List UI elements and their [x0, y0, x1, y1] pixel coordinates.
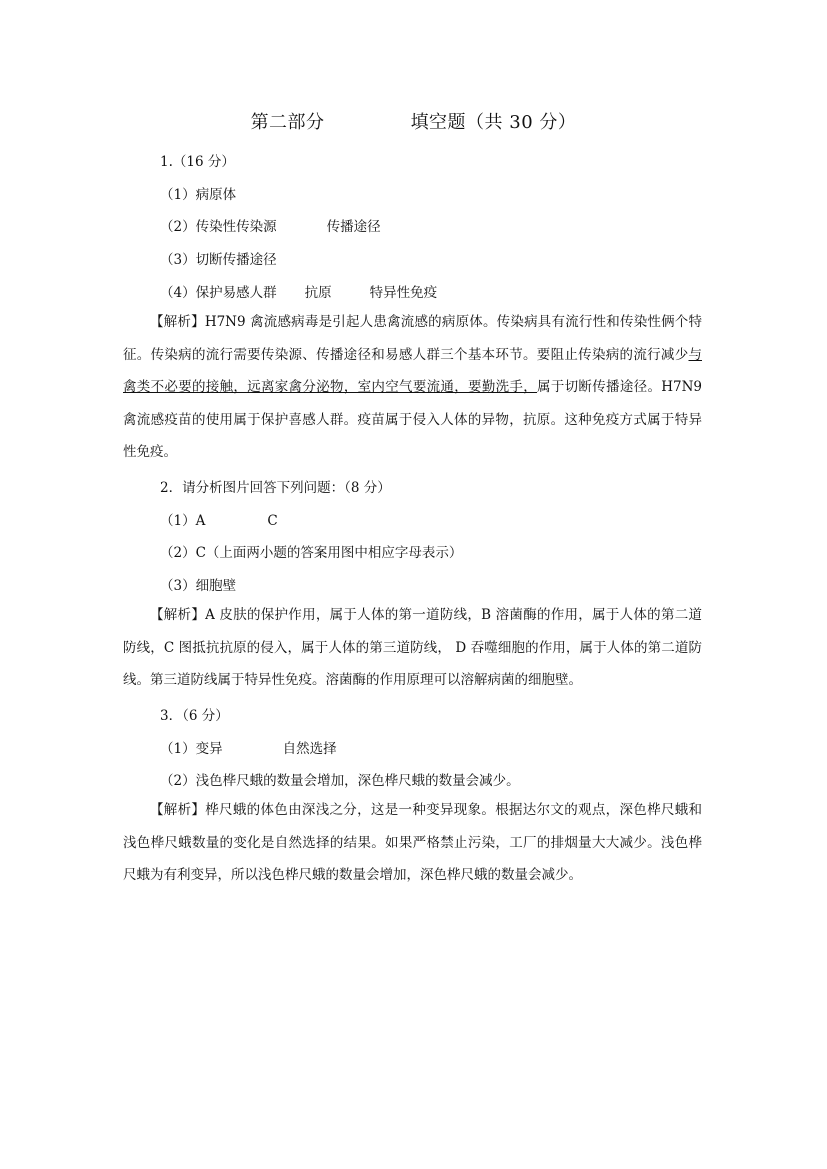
q1-analysis-text: H7N9 禽流感病毒是引起人患禽流感的病原体。传染病具有流行性和传染性俩个特征。传染病的流行需要传染源、传播途径和易感人群三个基本环节。要阻止传染病的流行减少 — [123, 314, 702, 363]
q1-answer-1: （1）病原体 — [160, 187, 237, 203]
q1-analysis-underlined: 与禽类不必要的接触，远离家禽分泌物，室内空气要流通，要勤洗手， — [123, 346, 702, 396]
q1-answer-2-label: （2）传染性传染源 — [160, 219, 277, 235]
q2-heading: 2．请分析图片回答下列问题：（8 分） — [160, 480, 391, 496]
q2-analysis-tag: 【解析】 — [150, 607, 206, 623]
title-part: 第二部分 — [250, 112, 325, 133]
q2-answer-2: （2）C（上面两小题的答案用图中相应字母表示） — [160, 545, 463, 561]
q1-analysis — [123, 306, 702, 469]
q1-answer-2 — [160, 215, 381, 235]
q2-answer-1 — [160, 509, 278, 529]
q1-answer-4-label: （4）保护易感人群 — [160, 285, 277, 301]
q2-analysis-text: A 皮肤的保护作用，属于人体的第一道防线，B 溶菌酶的作用，属于人体的第二道防线，C 图抵抗抗原的侵入，属于人体的第三道防线， D 吞噬细胞的作用，属于人体的第二道防线。第三道防线属于特异性免疫。溶菌酶的作用原理可以溶解病菌的细胞壁。 — [123, 607, 702, 689]
q2-answer-1-label: （1）A — [160, 513, 206, 529]
q1-answer-2-extra: 传播途径 — [326, 219, 381, 235]
q3-answer-1-label: （1）变异 — [160, 741, 223, 757]
q2-analysis — [123, 599, 702, 697]
page-title — [0, 108, 827, 134]
q1-answer-4 — [160, 281, 437, 301]
q1-answer-3: （3）切断传播途径 — [160, 252, 277, 268]
q1-analysis-tag: 【解析】 — [150, 314, 205, 330]
q1-answer-4-extra2: 特异性免疫 — [369, 285, 438, 301]
q3-analysis-tag: 【解析】 — [150, 802, 206, 818]
q3-answer-1-extra: 自然选择 — [282, 741, 337, 757]
q3-analysis-text: 桦尺蛾的体色由深浅之分，这是一种变异现象。根据达尔文的观点，深色桦尺蛾和浅色桦尺蛾数量的变化是自然选择的结果。如果严格禁止污染，工厂的排烟量大大减少。浅色桦尺蛾为有利变异，所以浅色桦尺蛾的数量会增加，深色桦尺蛾的数量会减少。 — [123, 802, 703, 884]
q1-heading: 1.（16 分） — [160, 154, 235, 170]
q3-answer-1 — [160, 737, 337, 757]
q2-answer-3: （3）细胞壁 — [160, 578, 237, 594]
q2-answer-1-extra: C — [267, 513, 278, 529]
q1-answer-4-extra1: 抗原 — [304, 285, 332, 301]
q1-analysis-text-end: 属于切断传播途径。H7N9 禽流感疫苗的使用属于保护喜感人群。疫苗属于侵入人体的异物，抗原。这种免疫方式属于特异性免疫。 — [123, 379, 703, 461]
title-section: 填空题（共 30 分） — [410, 112, 577, 133]
q3-heading: 3．（6 分） — [160, 708, 229, 724]
q3-answer-2: （2）浅色桦尺蛾的数量会增加，深色桦尺蛾的数量会减少。 — [160, 773, 520, 789]
q3-analysis — [123, 794, 702, 892]
